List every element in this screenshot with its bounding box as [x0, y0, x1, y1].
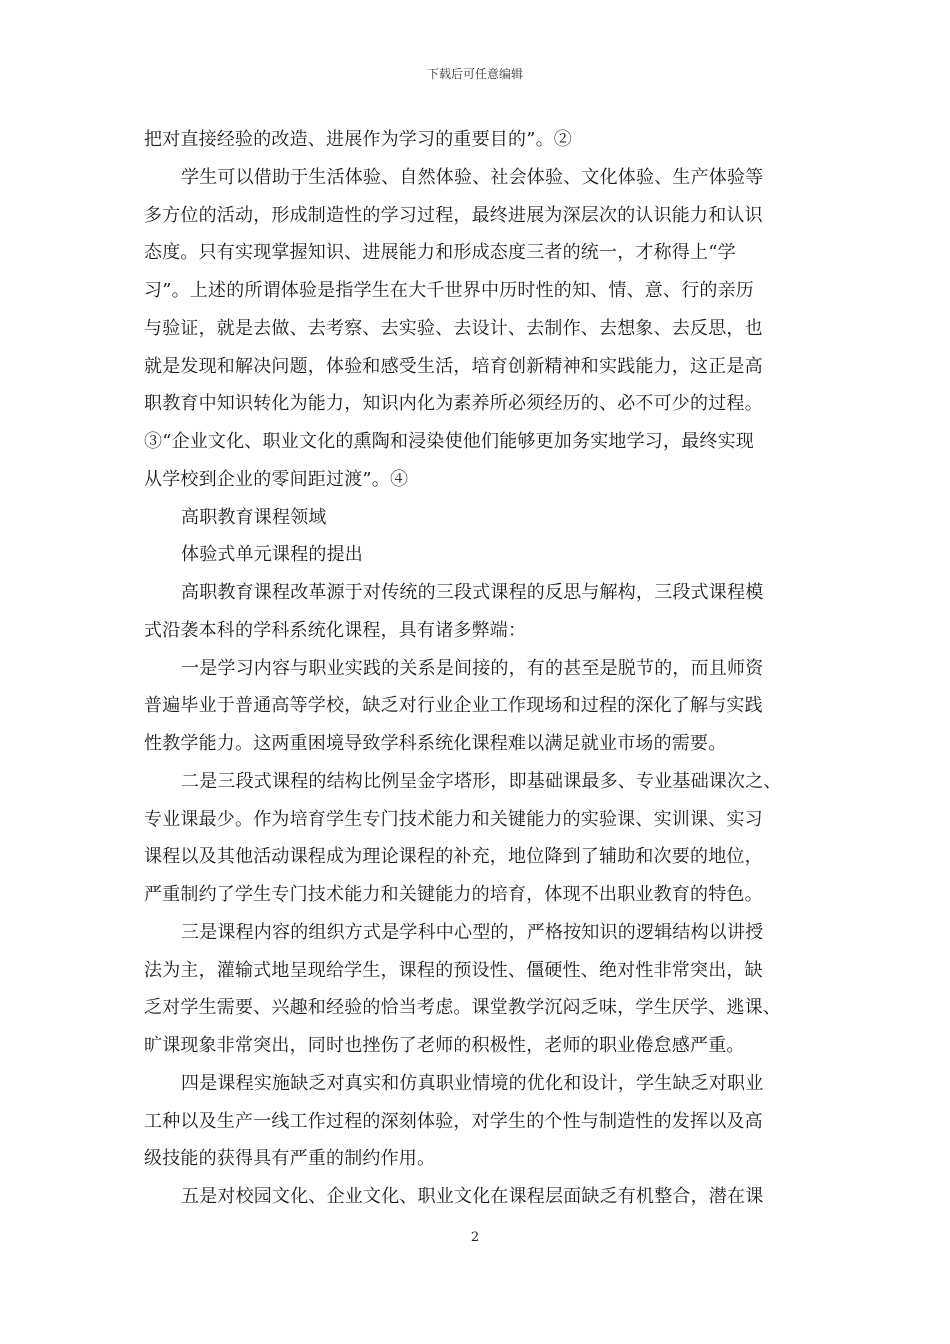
text-line: 式沿袭本科的学科系统化课程，具有诸多弊端： [144, 619, 527, 641]
text-line: 四是课程实施缺乏对真实和仿真职业情境的优化和设计，学生缺乏对职业 [181, 1072, 764, 1094]
text-line: 三是课程内容的组织方式是学科中心型的，严格按知识的逻辑结构以讲授 [181, 921, 764, 943]
text-line: 法为主，灌输式地呈现给学生，课程的预设性、僵硬性、绝对性非常突出，缺 [144, 959, 763, 981]
text-line: 专业课最少。作为培育学生专门技术能力和关键能力的实验课、实训课、实习 [144, 808, 763, 830]
section-heading: 体验式单元课程的提出 [181, 544, 363, 566]
text-line: 把对直接经验的改造、进展作为学习的重要目的”。② [144, 129, 572, 150]
text-line: 与验证，就是去做、去考察、去实验、去设计、去制作、去想象、去反思，也 [144, 317, 763, 339]
text-line: 工种以及生产一线工作过程的深刻体验，对学生的个性与制造性的发挥以及高 [144, 1110, 763, 1132]
text-line: 职教育中知识转化为能力，知识内化为素养所必须经历的、必不可少的过程。 [144, 393, 763, 415]
text-line: 旷课现象非常突出，同时也挫伤了老师的积极性，老师的职业倦怠感严重。 [144, 1035, 745, 1056]
text-line: 五是对校园文化、企业文化、职业文化在课程层面缺乏有机整合，潜在课 [181, 1186, 764, 1207]
text-line: 学生可以借助于生活体验、自然体验、社会体验、文化体验、生产体验等 [181, 166, 764, 188]
text-line: 乏对学生需要、兴趣和经验的恰当考虑。课堂教学沉闷乏味，学生厌学、逃课、 [144, 997, 781, 1019]
document-body [144, 121, 806, 1216]
page-header: 下载后可任意编辑 [426, 67, 523, 81]
text-line: 课程以及其他活动课程成为理论课程的补充，地位降到了辅助和次要的地位， [144, 846, 763, 868]
text-line: 态度。只有实现掌握知识、进展能力和形成态度三者的统一，才称得上“学 [144, 242, 736, 264]
text-line: 普遍毕业于普通高等学校，缺乏对行业企业工作现场和过程的深化了解与实践 [144, 695, 763, 717]
text-line: 级技能的获得具有严重的制约作用。 [144, 1148, 436, 1170]
page-number: 2 [470, 1230, 480, 1245]
text-line: 一是学习内容与职业实践的关系是间接的，有的甚至是脱节的，而且师资 [181, 657, 764, 679]
text-line: 从学校到企业的零间距过渡”。④ [144, 468, 409, 490]
text-line: 高职教育课程改革源于对传统的三段式课程的反思与解构，三段式课程模 [181, 582, 764, 603]
text-line: 就是发现和解决问题，体验和感受生活，培育创新精神和实践能力，这正是高 [144, 355, 763, 377]
text-line: 多方位的活动，形成制造性的学习过程，最终进展为深层次的认识能力和认识 [144, 204, 763, 226]
section-heading: 高职教育课程领域 [181, 506, 327, 528]
text-line: ③“企业文化、职业文化的熏陶和浸染使他们能够更加务实地学习，最终实现 [144, 431, 754, 452]
text-line: 性教学能力。这两重困境导致学科系统化课程难以满足就业市场的需要。 [144, 733, 727, 754]
text-line: 二是三段式课程的结构比例呈金字塔形，即基础课最多、专业基础课次之、 [181, 770, 782, 792]
text-line: 严重制约了学生专门技术能力和关键能力的培育，体现不出职业教育的特色。 [144, 884, 763, 905]
text-line: 习”。上述的所谓体验是指学生在大千世界中历时性的知、情、意、行的亲历 [144, 280, 754, 301]
